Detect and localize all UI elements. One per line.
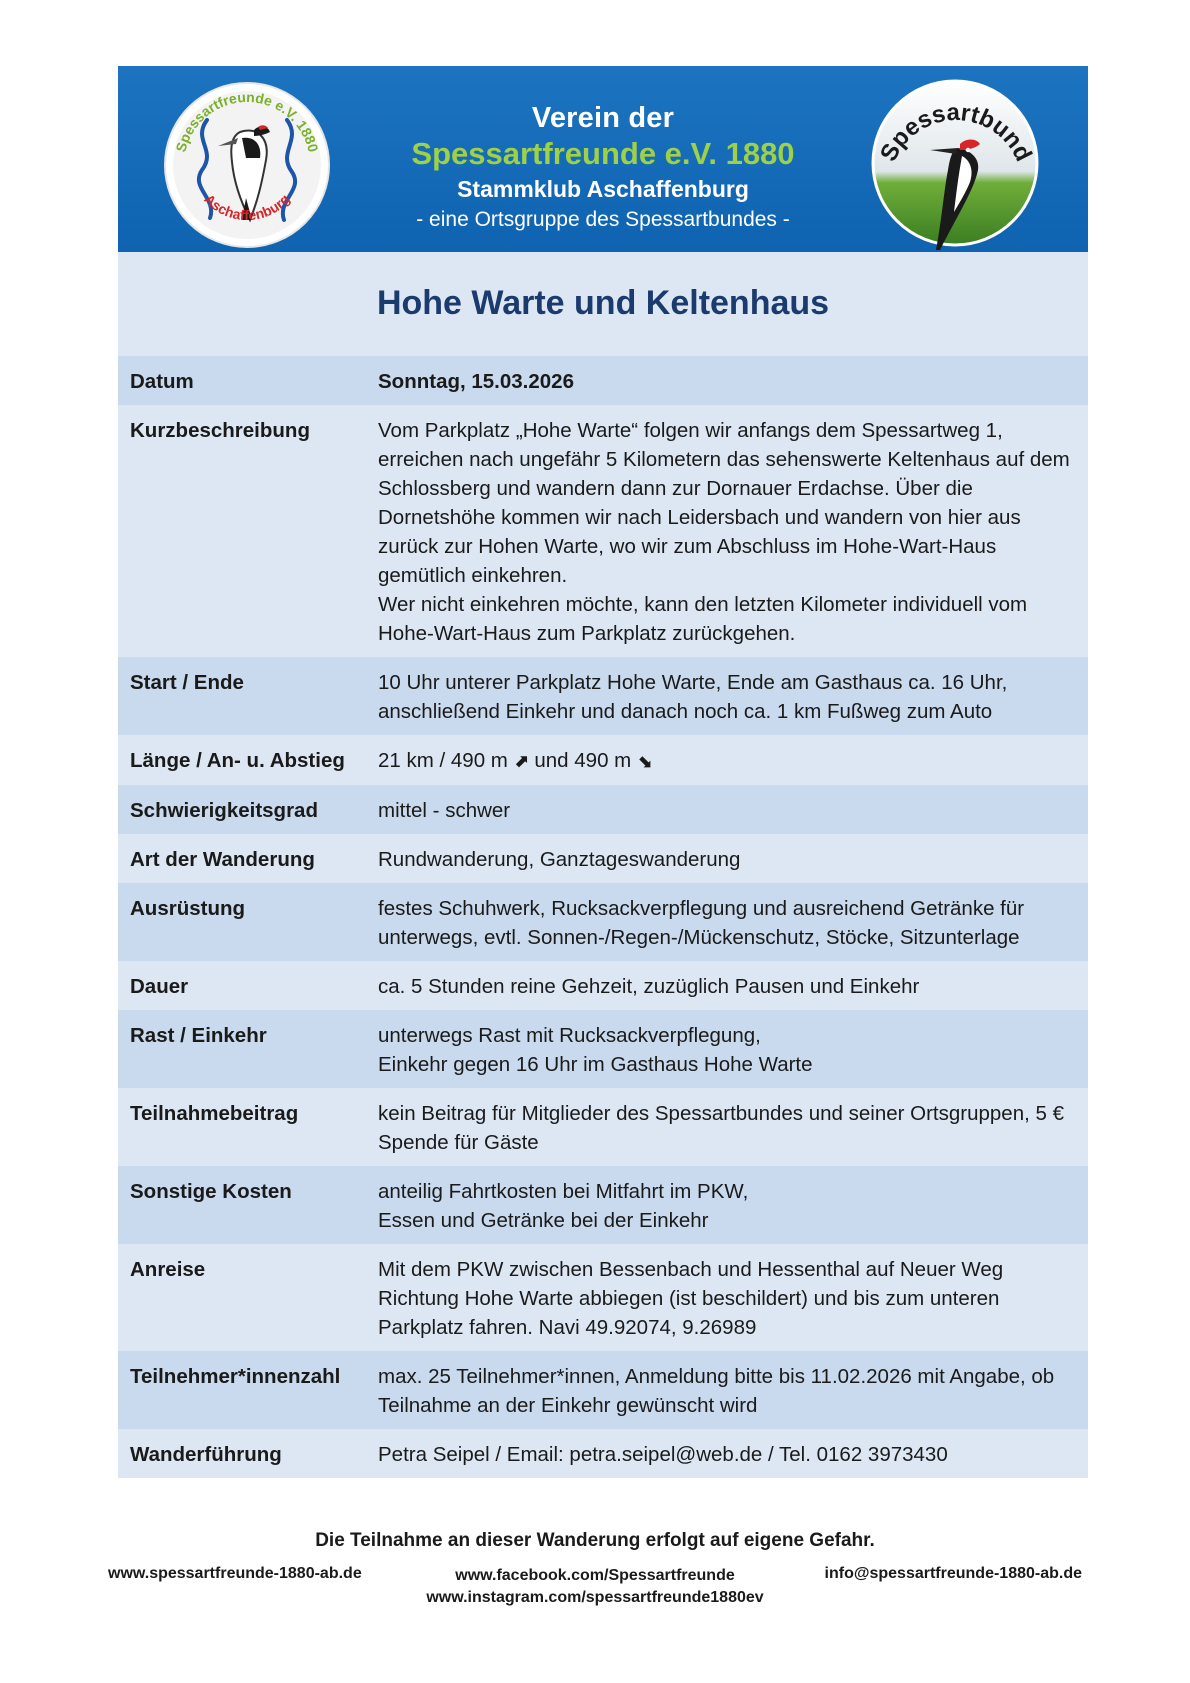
row-value: Vom Parkplatz „Hohe Warte“ folgen wir anfangs dem Spessartweg 1, erreichen nach ungefähr 5 Kilometern das sehenswerte Keltenhaus auf dem Schlossberg und wandern dann zur Dornauer Erdachse. Über die Dornetshöhe kommen wir nach Leidersbach und wandern von hier aus zurück zur Hohen Warte, wo wir zum Abschluss im Hohe-Wart-Haus gemütlich einkehren. Wer nicht einkehren möchte, kann den letzten Kilometer individuell vom Hohe-Wart-Haus zum Parkplatz zurückgehen. — [378, 419, 1070, 645]
row-label: Schwierigkeitsgrad — [130, 799, 318, 822]
disclaimer: Die Teilnahme an dieser Wanderung erfolgt auf eigene Gefahr. — [315, 1530, 875, 1551]
table-row — [118, 356, 1088, 405]
row-value: Sonntag, 15.03.2026 — [378, 370, 574, 393]
spessartbund-logo-icon — [870, 78, 1040, 252]
row-value: unterwegs Rast mit Rucksackverpflegung, Einkehr gegen 16 Uhr im Gasthaus Hohe Warte — [378, 1024, 813, 1076]
table-row — [118, 1244, 1088, 1351]
row-label: Datum — [130, 370, 194, 393]
flyer — [118, 66, 1088, 1478]
row-label: Wanderführung — [130, 1443, 282, 1466]
info-table — [118, 356, 1088, 1478]
row-value: mittel - schwer — [378, 799, 511, 822]
row-label: Anreise — [130, 1258, 206, 1281]
header-line-4: - eine Ortsgruppe des Spessartbundes - — [416, 208, 790, 231]
row-value: anteilig Fahrtkosten bei Mitfahrt im PKW, Essen und Getränke bei der Einkehr — [378, 1180, 749, 1232]
ascent-arrow-icon: ⬈ — [513, 751, 529, 772]
table-row — [118, 1429, 1088, 1478]
header-line-3: Stammklub Aschaffenburg — [457, 176, 749, 202]
header-banner — [118, 66, 1088, 252]
title-band — [118, 252, 1088, 356]
row-label: Teilnahmebeitrag — [130, 1102, 299, 1125]
row-value: Mit dem PKW zwischen Bessenbach und Hessenthal auf Neuer Weg Richtung Hohe Warte abbiegen (ist beschildert) und bis zum unteren Parkplatz fahren. Navi 49.92074, 9.26989 — [378, 1258, 1004, 1339]
header-line-2: Spessartfreunde e.V. 1880 — [411, 136, 795, 171]
row-label: Kurzbeschreibung — [130, 419, 310, 442]
row-label: Ausrüstung — [130, 897, 246, 920]
row-label: Start / Ende — [130, 671, 244, 694]
table-row — [118, 1088, 1088, 1166]
row-value: festes Schuhwerk, Rucksackverpflegung und ausreichend Getränke für unterwegs, evtl. Sonnen-/Regen-/Mückenschutz, Stöcke, Sitzunterlage — [378, 897, 1025, 949]
row-value: 21 km / 490 m ⬈ und 490 m ⬊ — [378, 749, 653, 772]
table-row — [118, 961, 1088, 1010]
table-row — [118, 883, 1088, 961]
email-link[interactable]: info@spessartfreunde-1880-ab.de — [824, 1565, 1082, 1582]
row-label: Dauer — [130, 975, 189, 998]
row-label: Länge / An- u. Abstieg — [130, 749, 345, 772]
row-value: kein Beitrag für Mitglieder des Spessartbundes und seiner Ortsgruppen, 5 € Spende für Gäste — [378, 1102, 1064, 1154]
header-line-1: Verein der — [531, 102, 675, 134]
row-label: Teilnehmer*innenzahl — [130, 1365, 341, 1388]
table-row — [118, 1166, 1088, 1244]
table-row — [118, 834, 1088, 883]
row-label: Rast / Einkehr — [130, 1024, 267, 1047]
page-title: Hohe Warte und Keltenhaus — [376, 283, 830, 322]
instagram-link[interactable]: www.instagram.com/spessartfreunde1880ev — [426, 1589, 764, 1606]
table-row — [118, 735, 1088, 785]
row-value: ca. 5 Stunden reine Gehzeit, zuzüglich Pausen und Einkehr — [378, 975, 920, 998]
row-value: max. 25 Teilnehmer*innen, Anmeldung bitte bis 11.02.2026 mit Angabe, ob Teilnahme an der Einkehr gewünscht wird — [378, 1365, 1055, 1417]
table-row — [118, 1010, 1088, 1088]
descent-arrow-icon: ⬊ — [636, 751, 653, 772]
facebook-link[interactable]: www.facebook.com/Spessartfreunde — [455, 1567, 735, 1584]
row-value: 10 Uhr unterer Parkplatz Hohe Warte, Ende am Gasthaus ca. 16 Uhr, anschließend Einkehr und danach noch ca. 1 km Fußweg zum Auto — [378, 671, 1008, 723]
svg-text:Spessartbund: Spessartbund — [875, 98, 1037, 166]
row-value: Petra Seipel / Email: petra.seipel@web.de / Tel. 0162 3973430 — [378, 1443, 948, 1466]
table-row — [118, 657, 1088, 735]
website-link[interactable]: www.spessartfreunde-1880-ab.de — [108, 1565, 362, 1582]
row-value: Rundwanderung, Ganztageswanderung — [378, 848, 741, 871]
table-row — [118, 785, 1088, 834]
table-row — [118, 1351, 1088, 1429]
row-label: Art der Wanderung — [130, 848, 315, 871]
svg-text:Spessartfreunde e.V. 1880: Spessartfreunde e.V. 1880 — [172, 88, 322, 154]
row-label: Sonstige Kosten — [130, 1180, 292, 1203]
svg-text:Aschaffenburg: Aschaffenburg — [201, 190, 293, 224]
table-row — [118, 405, 1088, 657]
